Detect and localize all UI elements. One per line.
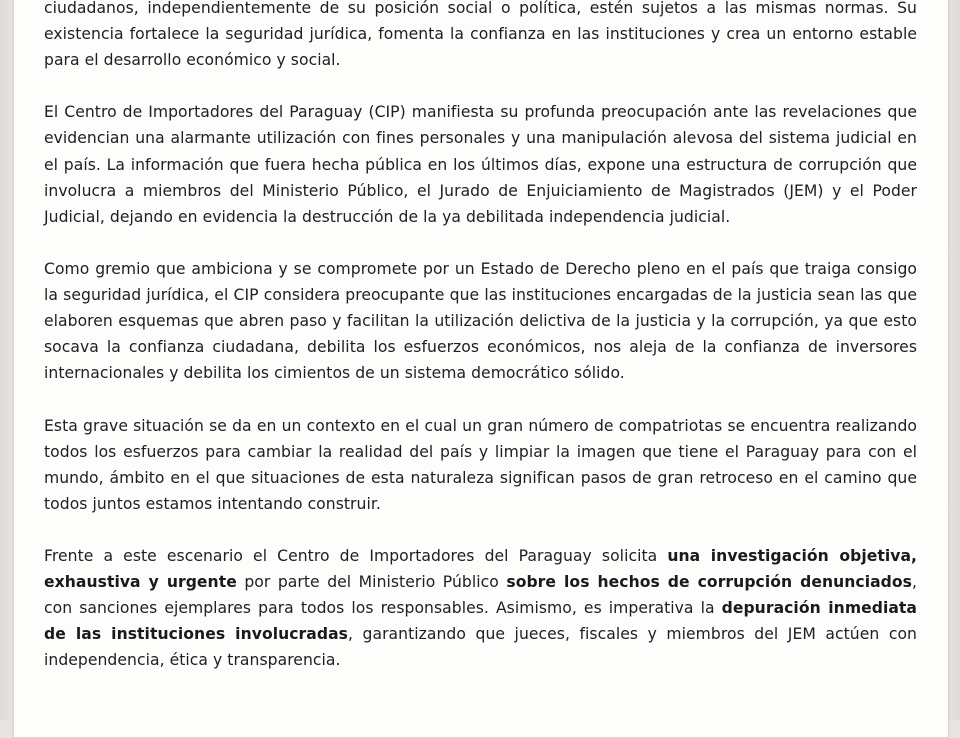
paragraph-text: Esta grave situación se da en un contexto en el cual un gran número de compatriotas se encuentra realizando todos los esfuerzos para cambiar la realidad del país y limpiar la imagen que tiene el Paraguay para con el mundo, ámbito en el que situaciones de esta naturaleza significan pasos de gran retroceso en el camino que todos juntos estamos intentando construir.: [44, 416, 917, 513]
paragraph-text: ciudadanos, independientemente de su posición social o política, estén sujetos a las mismas normas. Su existencia fortalece la seguridad jurídica, fomenta la confianza en las instituciones y crea un entorno estable para el desarrollo económico y social.: [44, 0, 917, 70]
paragraph-3: [44, 256, 917, 386]
paragraph-1: [44, 0, 917, 73]
emphasized-request-investigation: una investigación objetiva, exhaustiva y urgente: [44, 546, 917, 592]
paragraph-text-segment: , con sanciones ejemplares para todos los responsables. Asimismo, es imperativa la: [44, 573, 917, 618]
paragraph-text-segment: Frente a este escenario el Centro de Importadores del Paraguay solicita: [44, 546, 668, 565]
paragraph-4: [44, 413, 917, 517]
paragraph-text: El Centro de Importadores del Paraguay (CIP) manifiesta su profunda preocupación ante las revelaciones que evidencian una alarmante utilización con fines personales y una manipulación alevosa del sistema judicial en el país. La información que fuera hecha pública en los últimos días, expone una estructura de corrupción que involucra a miembros del Ministerio Público, el Jurado de Enjuiciamiento de Magistrados (JEM) y el Poder Judicial, dejando en evidencia la destrucción de la ya debilitada independencia judicial.: [44, 103, 917, 226]
emphasized-institution-purge: depuración inmediata de las instituciones involucradas: [44, 599, 917, 644]
paragraph-text-segment: por parte del Ministerio Público: [236, 573, 507, 592]
emphasized-corruption-facts: sobre los hechos de corrupción denunciados: [506, 573, 912, 592]
document-body[interactable]: [44, 0, 917, 700]
paragraph-5: [44, 543, 917, 673]
paragraph-text: Como gremio que ambiciona y se compromete por un Estado de Derecho pleno en el país que traiga consigo la seguridad jurídica, el CIP considera preocupante que las instituciones encargadas de la justicia sean las que elaboren esquemas que abren paso y facilitan la utilización delictiva de la justicia y la corrupción, ya que esto socava la confianza ciudadana, debilita los esfuerzos económicos, nos aleja de la confianza de inversores internacionales y debilita los cimientos de un sistema democrático sólido.: [44, 259, 917, 383]
document-page: [13, 0, 949, 738]
paragraph-text-segment: , garantizando que jueces, fiscales y miembros del JEM actúen con independencia, ética y transparencia.: [44, 625, 917, 670]
paragraph-2: [44, 99, 917, 229]
left-background-margin: [0, 0, 13, 720]
